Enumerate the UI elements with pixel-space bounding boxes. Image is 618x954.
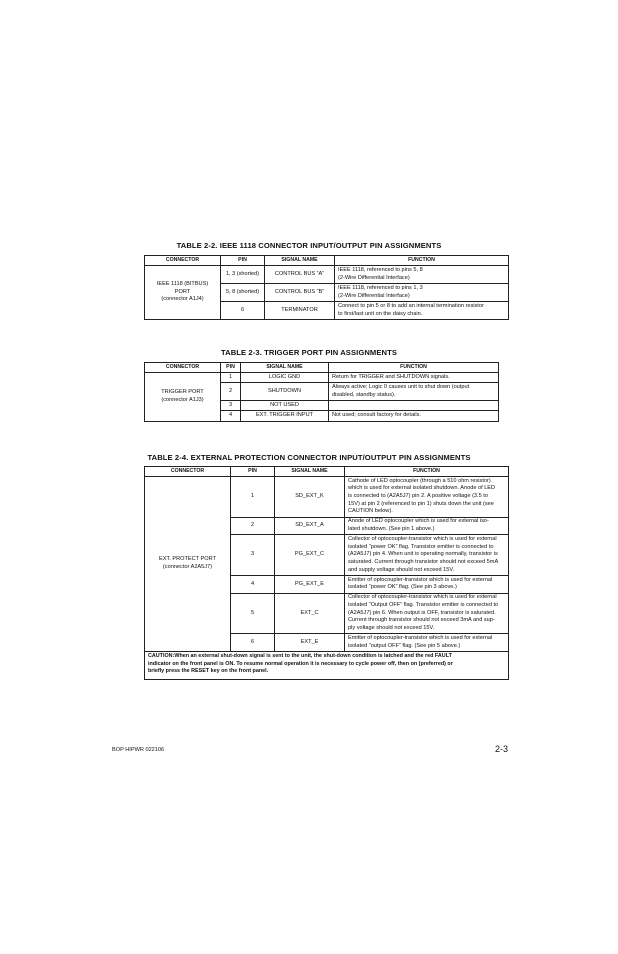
column-header-connector: CONNECTOR [145, 363, 221, 373]
column-header-function: FUNCTION [329, 363, 499, 373]
pin-cell: 2 [221, 383, 241, 401]
table-row [145, 266, 509, 284]
function-cell: Emitter of optocoupler-transistor which is used for external isolated “power OK” flag. (See pin 3 above.) [345, 575, 509, 593]
connector-cell: EXT. PROTECT PORT (connector A2A5J7) [145, 477, 231, 652]
page-number: 2-3 [494, 744, 508, 754]
connector-cell: IEEE 1118 (BITBUS) PORT (connector A1J4) [145, 266, 221, 320]
table-2-3-title: TABLE 2-3. TRIGGER PORT PIN ASSIGNMENTS [220, 348, 398, 357]
signal-cell: CONTROL BUS “B” [265, 284, 335, 302]
column-header-function: FUNCTION [335, 256, 509, 266]
function-cell: Collector of optocoupler-transistor which is used for external isolated “power OK” flag. Transistor emitter is connected to (A2A5J7) pin 4. When unit is operating normally, transistor is saturated. Current through transistor should not exceed 5mA and supply voltage should not exceed 15V. [345, 535, 509, 576]
column-header-pin: PIN [221, 363, 241, 373]
table-2-2-title: TABLE 2-2. IEEE 1118 CONNECTOR INPUT/OUTPUT PIN ASSIGNMENTS [176, 241, 442, 250]
signal-cell: EXT_E [275, 634, 345, 652]
caution-note: CAUTION:When an external shut-down signal is sent to the unit, the shut-down condition is latched and the red FAULT indicator on the front panel is ON. To resume normal operation it is necessary to cycle power off, then on (preferred) or briefly press the RESET key on the front panel. [145, 652, 509, 680]
column-header-connector: CONNECTOR [145, 467, 231, 477]
table-header-row [145, 256, 509, 266]
table-header-row [145, 467, 509, 477]
function-cell: Return for TRIGGER and SHUTDOWN signals. [329, 373, 499, 383]
pin-cell: 3 [221, 401, 241, 411]
table-2-4 [144, 466, 509, 680]
signal-cell: CONTROL BUS “A” [265, 266, 335, 284]
signal-cell: PG_EXT_C [275, 535, 345, 576]
connector-cell: TRIGGER PORT (connector A1J3) [145, 373, 221, 422]
pin-cell: 4 [221, 411, 241, 421]
signal-cell: TERMINATOR [265, 302, 335, 320]
table-2-2 [144, 255, 509, 320]
function-cell: IEEE 1118, referenced to pins 1, 3 (2-Wire Differential Interface) [335, 284, 509, 302]
pin-cell: 2 [231, 517, 275, 535]
pin-cell: 3 [231, 535, 275, 576]
table-2-3 [144, 362, 499, 422]
pin-cell: 6 [221, 302, 265, 320]
function-cell: Not used; consult factory for details. [329, 411, 499, 421]
table-2-4-title: TABLE 2-4. EXTERNAL PROTECTION CONNECTOR INPUT/OUTPUT PIN ASSIGNMENTS [147, 453, 471, 462]
pin-cell: 1 [231, 477, 275, 518]
function-cell: Cathode of LED optocoupler (through a 510 ohm resistor) which is used for external isolated shutdown. Anode of LED is connected to (A2A5J7) pin 2. A positive voltage (3.5 to 15V) at pin 2 (referenced to pin 1) shuts down the unit (see CAUTION below). [345, 477, 509, 518]
signal-cell: LOGIC GND [241, 373, 329, 383]
column-header-pin: PIN [231, 467, 275, 477]
pin-cell: 5, 8 (shorted) [221, 284, 265, 302]
pin-cell: 6 [231, 634, 275, 652]
pin-cell: 1 [221, 373, 241, 383]
function-cell: Anode of LED optocoupler which is used for external iso- lated shutdown. (See pin 1 above.) [345, 517, 509, 535]
column-header-signal-name: SIGNAL NAME [265, 256, 335, 266]
table-row [145, 477, 509, 518]
signal-cell: PG_EXT_E [275, 575, 345, 593]
signal-cell: SHUTDOWN [241, 383, 329, 401]
document-id: BOP HIPWR 022106 [112, 747, 165, 753]
signal-cell: EXT_C [275, 593, 345, 634]
function-cell: Emitter of optocoupler-transistor which is used for external isolated “output OFF” flag. (See pin 5 above.) [345, 634, 509, 652]
signal-cell: EXT. TRIGGER INPUT [241, 411, 329, 421]
table-header-row [145, 363, 499, 373]
column-header-signal-name: SIGNAL NAME [275, 467, 345, 477]
column-header-signal-name: SIGNAL NAME [241, 363, 329, 373]
column-header-connector: CONNECTOR [145, 256, 221, 266]
function-cell [329, 401, 499, 411]
function-cell: Always active; Logic 0 causes unit to shut down (output disabled, standby status). [329, 383, 499, 401]
column-header-function: FUNCTION [345, 467, 509, 477]
signal-cell: NOT USED [241, 401, 329, 411]
pin-cell: 5 [231, 593, 275, 634]
function-cell: Connect to pin 5 or 8 to add an internal termination resistor to first/last unit on the daisy chain. [335, 302, 509, 320]
pin-cell: 4 [231, 575, 275, 593]
column-header-pin: PIN [221, 256, 265, 266]
signal-cell: SD_EXT_A [275, 517, 345, 535]
signal-cell: SD_EXT_K [275, 477, 345, 518]
table-row [145, 373, 499, 383]
function-cell: Collector of optocoupler-transistor which is used for external isolated “Output OFF” flag. Transistor emitter is connected to (A2A5J7) pin 6. When output is OFF, transistor is saturated. Current through transistor should not exceed 3mA and sup- ply voltage should not exceed 15V. [345, 593, 509, 634]
pin-cell: 1, 3 (shorted) [221, 266, 265, 284]
caution-row [145, 652, 509, 680]
function-cell: IEEE 1118, referenced to pins 5, 8 (2-Wire Differential Interface) [335, 266, 509, 284]
